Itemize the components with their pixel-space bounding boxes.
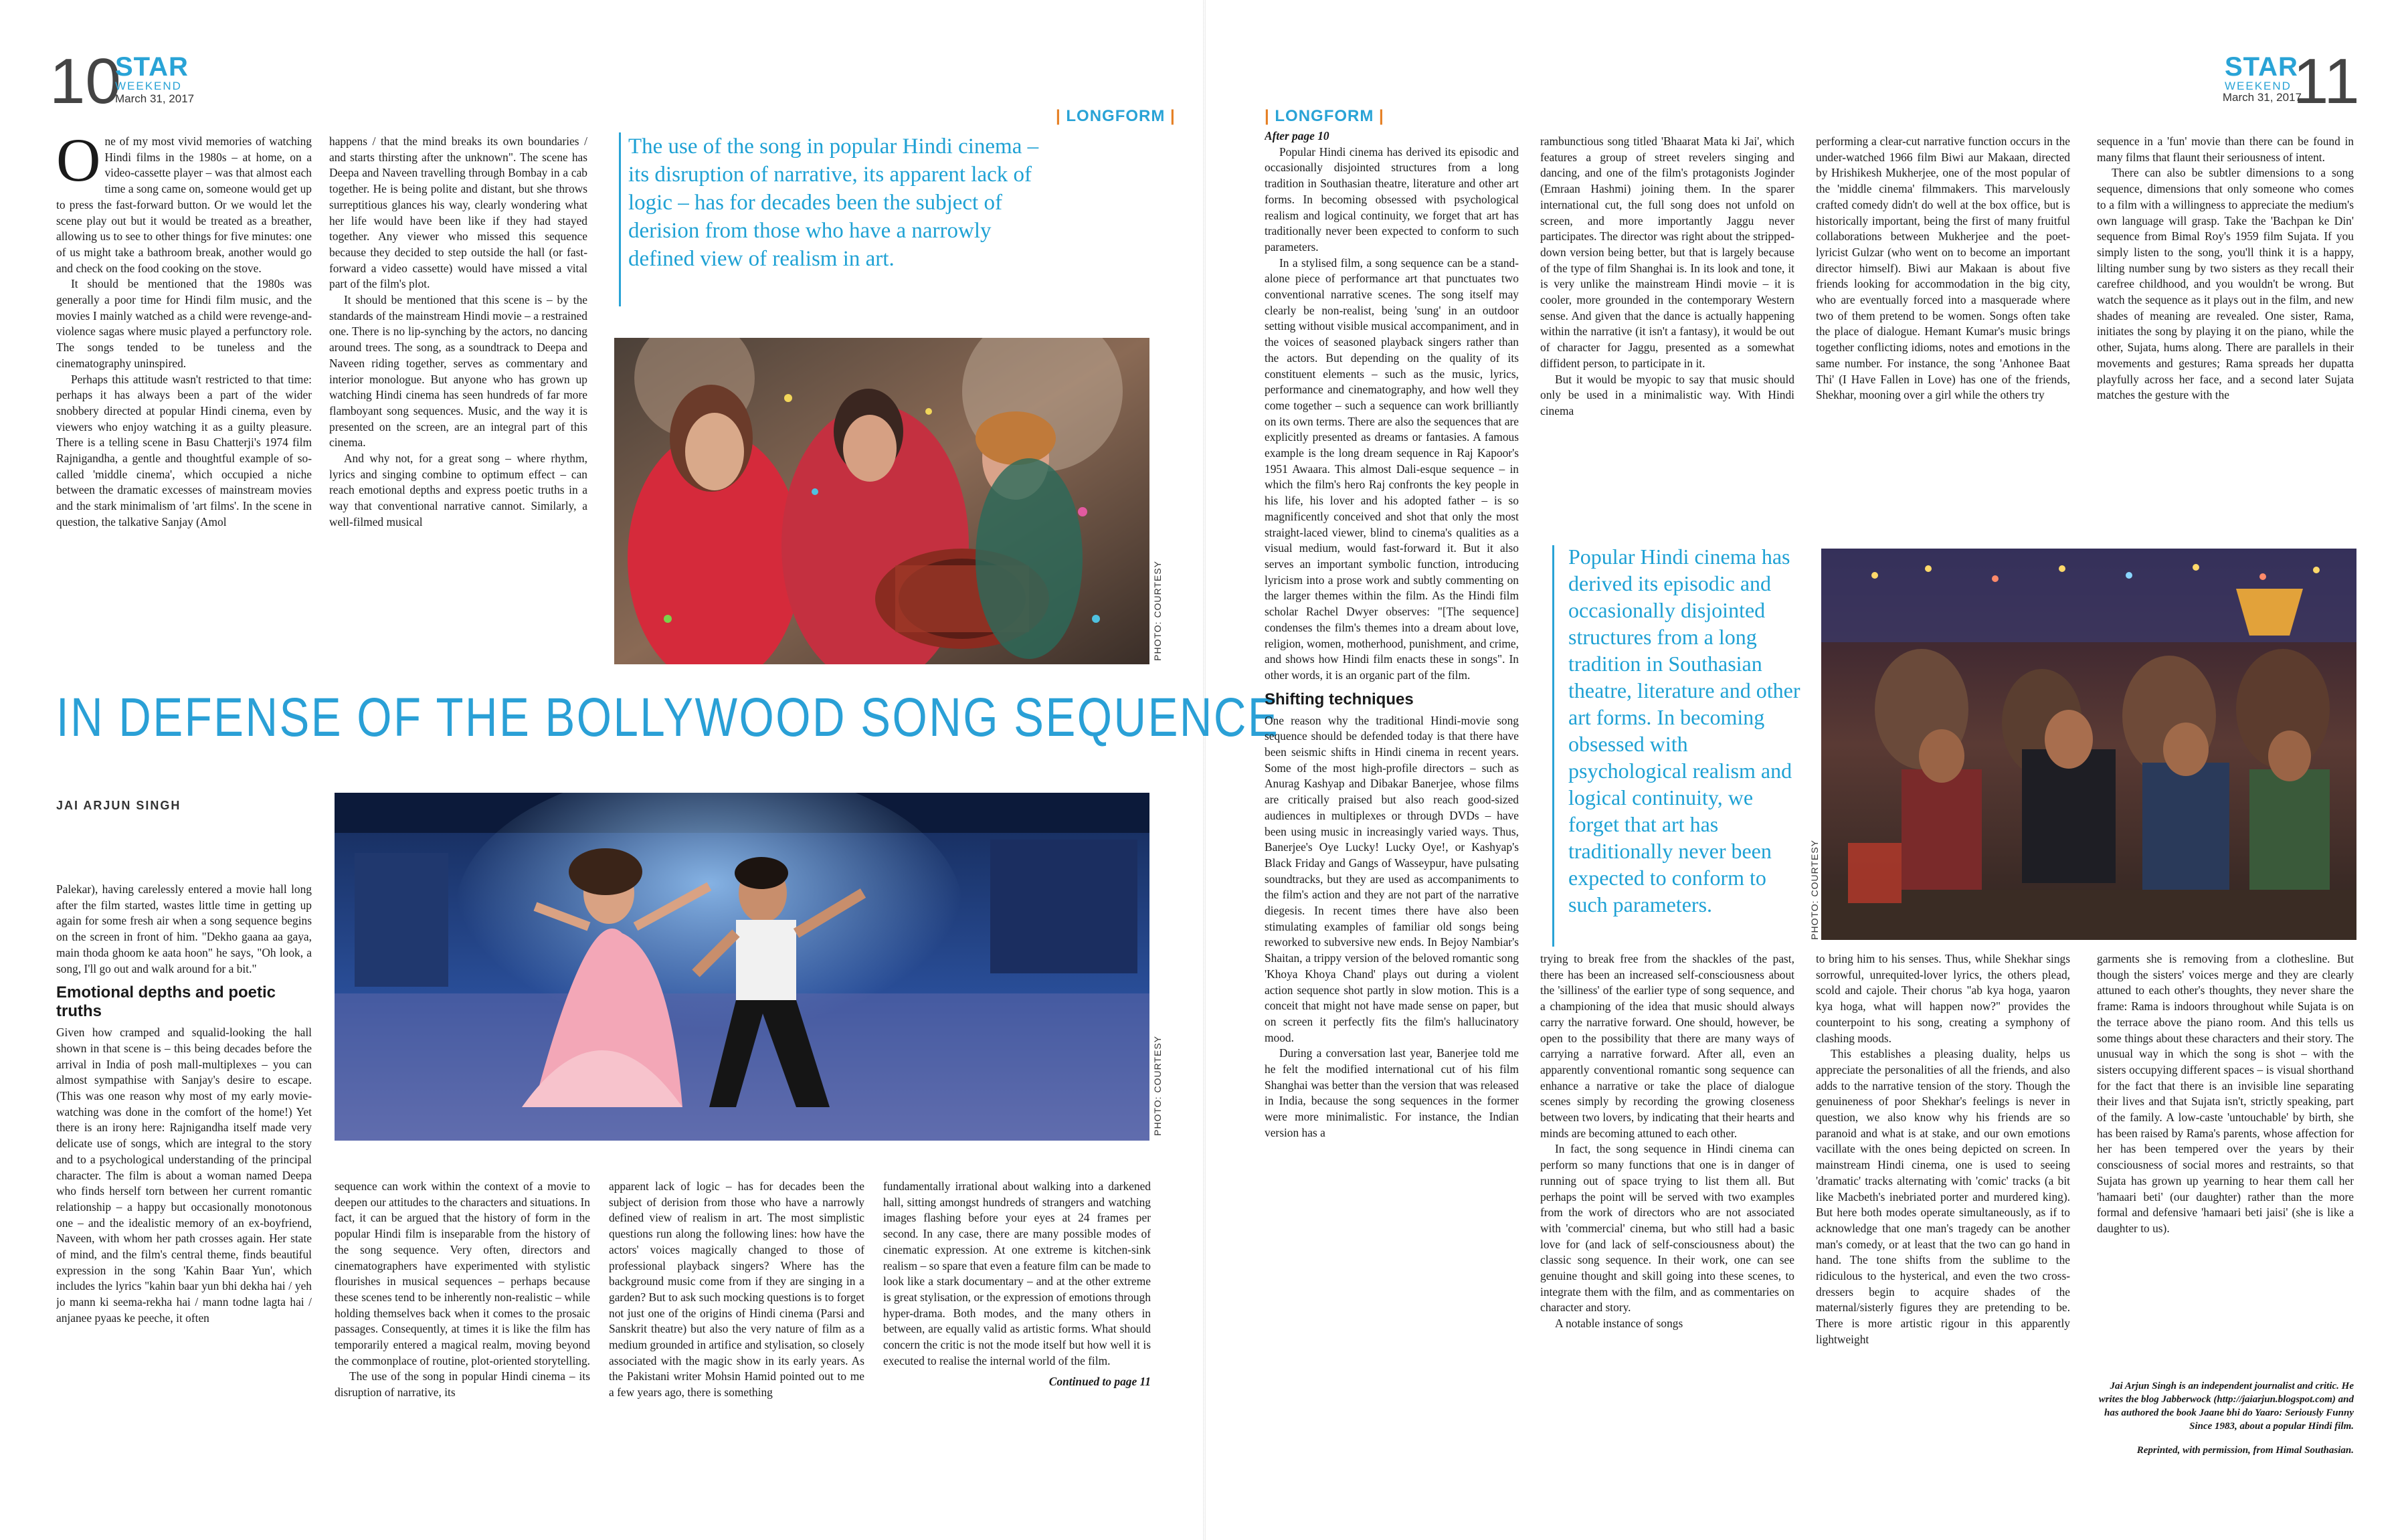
paragraph: trying to break free from the shackles of the past, there has been an increased self-consciousness about the 'silliness' of the earlier type of song sequence, and a championing of the idea that music should always carry the narrative forward. One should, however, be open to the possibility that there are many ways of carrying a narrative forward. After all, even an apparently conventional romantic song sequence can enhance a narrative or take the place of dialogue scenes simply by recording the growing closeness between two lovers, by indicating that their hearts and minds are becoming attuned to each other. [1540, 952, 1794, 1140]
paragraph: During a conversation last year, Banerjee told me he felt the modified international cut of his film Shanghai was better than the version that was released in India, because the song sequences in the former were more minimalistic. For instance, the Indian version has a [1265, 1046, 1519, 1139]
section-label-text: LONGFORM [1275, 107, 1374, 125]
drop-cap: O [56, 134, 101, 194]
paragraph: And why not, for a great song – where rhythm, lyrics and singing combine to optimum effect – can reach emotional depths and express poetic truths in a way that conventional narrative cannot. Similarly, a well-filmed musical [329, 452, 587, 528]
paragraph: Popular Hindi cinema has derived its episodic and occasionally disjointed structures from a long tradition in Southasian theatre, literature and other art forms. In becoming obsessed with psychological realism and logical continuity, we forget that art has traditionally never been expected to conform to such parameters. [1265, 145, 1519, 254]
paragraph: But it would be myopic to say that music should only be used in a minimalistic way. With Hindi cinema [1540, 372, 1794, 417]
photo-credit: PHOTO: COURTESY [1152, 561, 1163, 661]
right-brand-logo [2225, 52, 2298, 92]
pull-quote-1: The use of the song in popular Hindi cinema – its disruption of narrative, its apparent lack of logic – has for decades been the subject of derision from those who have a narrowly defined view of realism in art. [628, 134, 1039, 271]
paragraph: apparent lack of logic – has for decades been the subject of derision from those who have a narrowly defined view of realism in art. The most simplistic questions run along the following lines: how have the actors' voices magically changed to those of professional playback singers? Where has the background music come from if they are singing in a garden? But to ask such mocking questions is to forget not just one of the origins of Hindi cinema (Parsi and Sanskrit theatre) but also the very nature of film as a medium grounded in artifice and stylisation, so closely associated with the magic show in its early years. As the Pakistani writer Mohsin Hamid pointed out to me a few years ago, there is something [609, 1179, 864, 1400]
author-bio: Jai Arjun Singh is an independent journalist and critic. He writes the blog Jabberwock (http://jaiarjun.blogspot.com) and has authored the book Jaane bhi do Yaaro: Seriously Funny Since 1983, about a popular Hindi film. [2098, 1381, 2354, 1432]
paragraph: A notable instance of songs [1555, 1317, 1683, 1331]
subhead-shifting-techniques: Shifting techniques [1265, 690, 1414, 708]
logo-weekend-text: WEEKEND [2225, 80, 2292, 92]
reprint-notice: Reprinted, with permission, from Himal Southasian. [2136, 1445, 2354, 1456]
photo-street-dance-image [1821, 549, 2356, 940]
paragraph: There can also be subtler dimensions to a song sequence, dimensions that only someone who comes to a film with a willingness to appreciate the medium's own language will grasp. Take the 'Bachpan ke Din' sequence from Bimal Roy's 1959 film Sujata. If you simply listen to the song, you'll think it is a happy, lilting number sung by two sisters as they recall their carefree childhood, and you wouldn't be wrong. But watch the sequence as it plays out in the film, and new shades of meaning are revealed. One sister, Rama, initiates the song by playing it on the piano, while the other, Sujata, hums along. There are parallels in their movements and gestures; Rama spreads her dupatta playfully across her face, and a second later Sujata matches the gesture with the [2097, 166, 2354, 402]
article-column-r2-lower [1540, 951, 1794, 1515]
photo-credit: PHOTO: COURTESY [1152, 1036, 1163, 1136]
headline: IN DEFENSE OF THE BOLLYWOOD SONG SEQUENCE [56, 687, 1280, 748]
paragraph: performing a clear-cut narrative function occurs in the under-watched 1966 film Biwi aur Makaan, directed by Hrishikesh Mukherjee, one of the most popular of the 'middle cinema' filmmakers. This marvelously crafted comedy didn't do well at the box office, but is historically important, being the first of many fruitful collaborations between Mukherjee and the poet-lyricist Gulzar (who went on to become an important director himself). Biwi aur Makaan is about five friends looking for accommodation in the big city, who are eventually forced into a masquerade where two of them pretend to be women. Songs often take the place of dialogue. Hemant Kumar's music brings together conflicting idioms, notes and emotions in the same number. For instance, the song 'Anhonee Baat Thi' (I Have Fallen in Love) has one of the friends, Shekhar, mooning over a girl while the others try [1816, 134, 2070, 402]
paragraph: sequence in a 'fun' movie than there can be found in many films that flaunt their seriousness of intent. [2097, 134, 2354, 164]
article-column-r4-lower [2097, 951, 2354, 1353]
paragraph: This establishes a pleasing duality, helps us appreciate the personalities of all the friends, and also adds to the narrative tension of the story. Though the genuineness of poor Shekhar's feelings is never in question, we also know why his friends are so paranoid and what is at stake, and our own emotions vacillate with the ones being depicted on screen. In mainstream Hindi cinema, one is used to seeing 'dramatic' tracks alternating with 'comic' tracks (a bit like Macbeth's inebriated porter and murdered king). But here both modes operate simultaneously, as if to acknowledge that one man's tragedy can be another man's comedy, or at least that the two can go hand in hand. The tone shifts from the sublime to the ridiculous to the hysterical, and even the two cross-dressers begin to acquire shades of the maternal/sisterly figures they are pretending to be. There is more artistic rigour in this apparently lightweight [1816, 1047, 2070, 1346]
photo-dance-duo [335, 793, 1149, 1141]
paragraph: sequence can work within the context of a movie to deepen our attitudes to the characters and situations. In fact, it can be argued that the history of form in the popular Hindi film is inseparable from the history of the song sequence. Very often, directors and cinematographers have experimented with stylistic flourishes in musical sequences – perhaps because these scenes tend to be inherently non-realistic – while holding themselves back when it comes to the prosaic passages. Consequently, at times it is like the film has temporarily entered a magical realm, moving beyond the commonplace of routine, plot-oriented storytelling. [335, 1179, 590, 1367]
paragraph: The use of the song in popular Hindi cinema – its disruption of narrative, its [335, 1369, 590, 1400]
paragraph: In fact, the song sequence in Hindi cinema can perform so many functions that one is in danger of running out of space trying to list them all. But perhaps the point will be served with two examples from the work of directors who are not associated with 'commercial' cinema, but who still had a basic love for (and lack of self-consciousness about) the classic song sequence. In their work, one can see genuine thought and skill going into these scenes, to integrate them with the film, and as commentaries on character and story. [1540, 1142, 1794, 1315]
paragraph: In a stylised film, a song sequence can be a stand-alone piece of performance art that punctuates two conventional narrative scenes. The song itself may clearly be non-realist, being 'sung' in an outdoor setting without visible musical accompaniment, and in the voices of seasoned playback singers rather than the actors. But depending on the quality of its constituent elements – such as the music, lyrics, performance and cinematography, and how well they come together – such a sequence can work brilliantly on its own terms. There are also the sequences that are explicitly presented as dreams or fantasies. A famous example is the long dream sequence in Raj Kapoor's 1951 Awaara. This almost Dali-esque sequence – in which the film's hero Raj confronts the key people in his life, his lover and his adopted father – is so magnificently conceived and shot that only the most straight-laced viewer, blind to cinema's qualities as a visual medium, would fast-forward it. But it also serves an important symbolic function, introducing lyricism into a prose work and subtly commenting on the larger themes within the film. As the Hindi film scholar Rachel Dwyer observes: "[The sequence] condenses the film's themes into a dream about love, religion, women, motherhood, punishment, and crime, and shows how Hindi film enacts these in songs". In other words, it is an organic part of the film. [1265, 256, 1519, 682]
right-date: March 31, 2017 [2222, 91, 2302, 104]
article-column-r2 [1540, 134, 1794, 522]
paragraph: garments she is removing from a clothesline. But though the sisters' voices merge and they are clearly attuned to each other's thoughts, they never share the frame: Rama is indoors throughout while Sujata is on the terrace above the piano room. And this tells us some things about these characters and their story. The unusual way in which the song is shot – with the sisters occupying different spaces – is visual shorthand for the fact that there is an invisible line separating their lives and that Sujata isn't, strictly speaking, part of the family. A low-caste 'untouchable' by birth, she has been raised by Rama's parents, whose affection for her has been tempered over the years by their consciousness of social mores and restraints, so that Sujata has grown up yearning to hear them call her 'hamaari beti' (our daughter) rather than the more formal and defensive 'hamaari beti jaisi' (she is like a daughter to us). [2097, 952, 2354, 1235]
paragraph: Perhaps this attitude wasn't restricted to that time: perhaps it has always been a part of the wider snobbery directed at popular Hindi cinema, even by viewers who enjoy watching it as a guilty pleasure. There is a telling scene in Basu Chatterji's 1974 film Rajnigandha, a gentle and thoughtful example of so-called 'middle cinema', which occupied a niche between the dramatic excesses of mainstream movies and the stark minimalism of 'art films'. In the scene in question, the talkative Sanjay (Amol [56, 372, 312, 528]
paragraph: to bring him to his senses. Thus, while Shekhar sings sorrowful, unrequited-lover lyrics, the others plead, scold and cajole. Their chorus "ab kya hoga, yaaron kya hoga, what will happen now?" provides the counterpoint to his song, creating a symphony of clashing moods. [1816, 952, 2070, 1045]
left-date: March 31, 2017 [115, 92, 195, 105]
left-brand-logo [115, 54, 194, 106]
after-notice: After page 10 [1265, 129, 1329, 142]
paragraph: happens / that the mind breaks its own boundaries / and starts thirsting after the unknown". The scene has Deepa and Naveen travelling through Bombay in a cab together. He is being polite and distant, but she throws surreptitious glances his way, clearly wondering what her life would have been like if they had stayed together. Any viewer who missed this sequence because they decided to step outside the hall (or fast-forward a video cassette) would have missed a vital part of the film's plot. [329, 134, 587, 291]
article-column-r1 [1265, 128, 1519, 1515]
left-section-label: | LONGFORM | [1056, 107, 1176, 125]
photo-dance-duo-image [335, 793, 1149, 1141]
paragraph: fundamentally irrational about walking into a darkened hall, sitting amongst hundreds of strangers and watching images flashing before your eyes at 24 frames per second. In any case, there are many possible modes of cinematic expression. At one extreme is kitchen-sink realism – so spare that even a feature film can be made to look like a stark documentary – and at the other extreme is great stylisation, or the expression of emotions through hyper-drama. Both modes, and the many others in between, are equally valid as artistic forms. What should concern the critic is not the mode itself but how well it is executed to realise the internal world of the film. [883, 1179, 1151, 1367]
continued-notice: Continued to page 11 [1048, 1375, 1151, 1389]
pull-quote-rule [1552, 545, 1554, 947]
photo-credit: PHOTO: COURTESY [1809, 840, 1820, 940]
paragraph: It should be mentioned that the 1980s was generally a poor time for Hindi film music, and the movies I mainly watched as a child were revenge-and-violence sagas where music played a perfunctory role. The songs tended to be tuneless and the cinematography uninspired. [56, 277, 312, 370]
article-column-r3 [1816, 134, 2070, 522]
paragraph: Palekar), having carelessly entered a movie hall long after the film started, wastes little time in getting up again for some fresh air when a song sequence begins on the screen in front of him. "Dekho gaana aa gaya, main thoda ghoom ke aata hoon" he says, "Oh look, a song, I'll go out and walk around for a bit." [56, 882, 312, 975]
logo-star-text: STAR [2225, 52, 2298, 82]
article-column-r3-lower [1816, 951, 2070, 1515]
photo-holi-dance [614, 338, 1149, 664]
right-page-number: 11 [2293, 45, 2360, 117]
article-column-2-lower [335, 1179, 590, 1515]
section-label-text: LONGFORM [1066, 107, 1166, 125]
article-column-r4 [2097, 134, 2354, 522]
article-column-2 [329, 134, 587, 674]
pull-quote-rule [619, 132, 621, 306]
right-section-label: | LONGFORM | [1265, 107, 1384, 125]
article-column-1-lower [56, 882, 312, 1514]
subhead-emotional-depths: Emotional depths and poetic truths [56, 983, 276, 1021]
article-column-1 [56, 134, 312, 674]
paragraph: Given how cramped and squalid-looking the hall shown in that scene is – this being decades before the arrival in India of posh mall-multiplexes – you can almost sympathise with Sanjay's desire to escape. (This was one reason why most of my early movie-watching was done in the comfort of the home!) Yet there is an irony here: Rajnigandha itself made very delicate use of songs, which are integral to the story and to a psychological understanding of the principal character. The film is about a woman named Deepa who finds herself torn between her current romantic relationship – a happy but occasionally monotonous one – and the idealistic memory of an ex-boyfriend, Naveen, with whom her path crosses again. Her state of mind, and the film's central theme, finds beautiful expression in the song 'Kahin Baar Yun', which includes the lyrics "kahin baar yun bhi dekha hai / yeh jo mann ki seema-rekha hai / mann todne lagta hai / anjanee pyaas ke peeche, it often [56, 1026, 312, 1325]
paragraph: ne of my most vivid memories of watching Hindi films in the 1980s – at home, on a video-cassette player – was that almost each time a song came on, someone would get up to press the fast-forward button. Or we would let the scene play out but it would be treated as a breather, allowing us to see to other things for five minutes: one of us might take a bathroom break, another would go and check on the food cooking on the stove. [56, 134, 312, 275]
photo-holi-dance-image [614, 338, 1149, 664]
center-fold [1203, 0, 1206, 1540]
paragraph: One reason why the traditional Hindi-movie song sequence should be defended today is that there have been seismic shifts in Hindi cinema in recent years. Some of the most high-profile directors – such as Anurag Kashyap and Dibakar Banerjee, whose films are critically praised but also reach good-sized audiences in multiplexes or through DVDs – have been using music in increasingly varied ways. Thus, Banerjee's Oye Lucky! Lucky Oye!, or Kashyap's Black Friday and Gangs of Wasseypur, have pulsating soundtracks, but they are used as accompaniments to the film's action and they are not part of the narrative diegesis. In recent times there have also been stimulating examples of familiar old songs being reworked to subversive new ends. In Bejoy Nambiar's Shaitan, a trippy version of the beloved romantic song 'Khoya Khoya Chand' plays out during a violent action sequence shot partly in slow motion. This is a conceit that might not have made sense on paper, but on screen it perfectly fits the film's hallucinatory mood. [1265, 713, 1519, 1044]
pull-quote-2: Popular Hindi cinema has derived its episodic and occasionally disjointed structures from a long tradition in Southasian theatre, literature and other art forms. In becoming obsessed with psychological realism and logical continuity, we forget that art has traditionally never been expected to conform to such parameters. [1568, 545, 1800, 917]
paragraph: rambunctious song titled 'Bhaarat Mata ki Jai', which features a group of street revelers singing and dancing, and one of the film's protagonists Joginder (Emraan Hashmi) joining them. In the sparer international cut, the full song does not unfold on screen, and more importantly Jaggu never participates. The director was right about the stripped-down version being better, but that is largely because of the type of film Shanghai is. In its look and tone, it is very unlike the mainstream Hindi movie – it is cooler, more grounded in the contemporary Western sense. And given that the dance is actually happening within the narrative (it isn't a fantasy), it would be out of character for Jaggu, presented as a somewhat diffident person, to participate in it. [1540, 134, 1794, 370]
byline: JAI ARJUN SINGH [56, 799, 181, 812]
logo-star-text: STAR [115, 52, 189, 82]
paragraph: It should be mentioned that this scene is – by the standards of the mainstream Hindi movie – a restrained one. There is no lip-synching by the actors, no dancing around trees. The song, as a soundtrack to Deepa and Naveen riding together, serves as commentary and interior monologue. But anyone who has grown up watching Hindi cinema has seen hundreds of far more flamboyant song sequences. Music, and the way it is presented on the screen, are an integral part of this cinema. [329, 293, 587, 450]
photo-street-dance [1821, 549, 2356, 940]
logo-weekend-text: WEEKEND [115, 80, 182, 92]
article-column-3-lower [609, 1179, 864, 1515]
left-page-number: 10 [50, 45, 121, 117]
article-column-4-lower [883, 1179, 1151, 1515]
